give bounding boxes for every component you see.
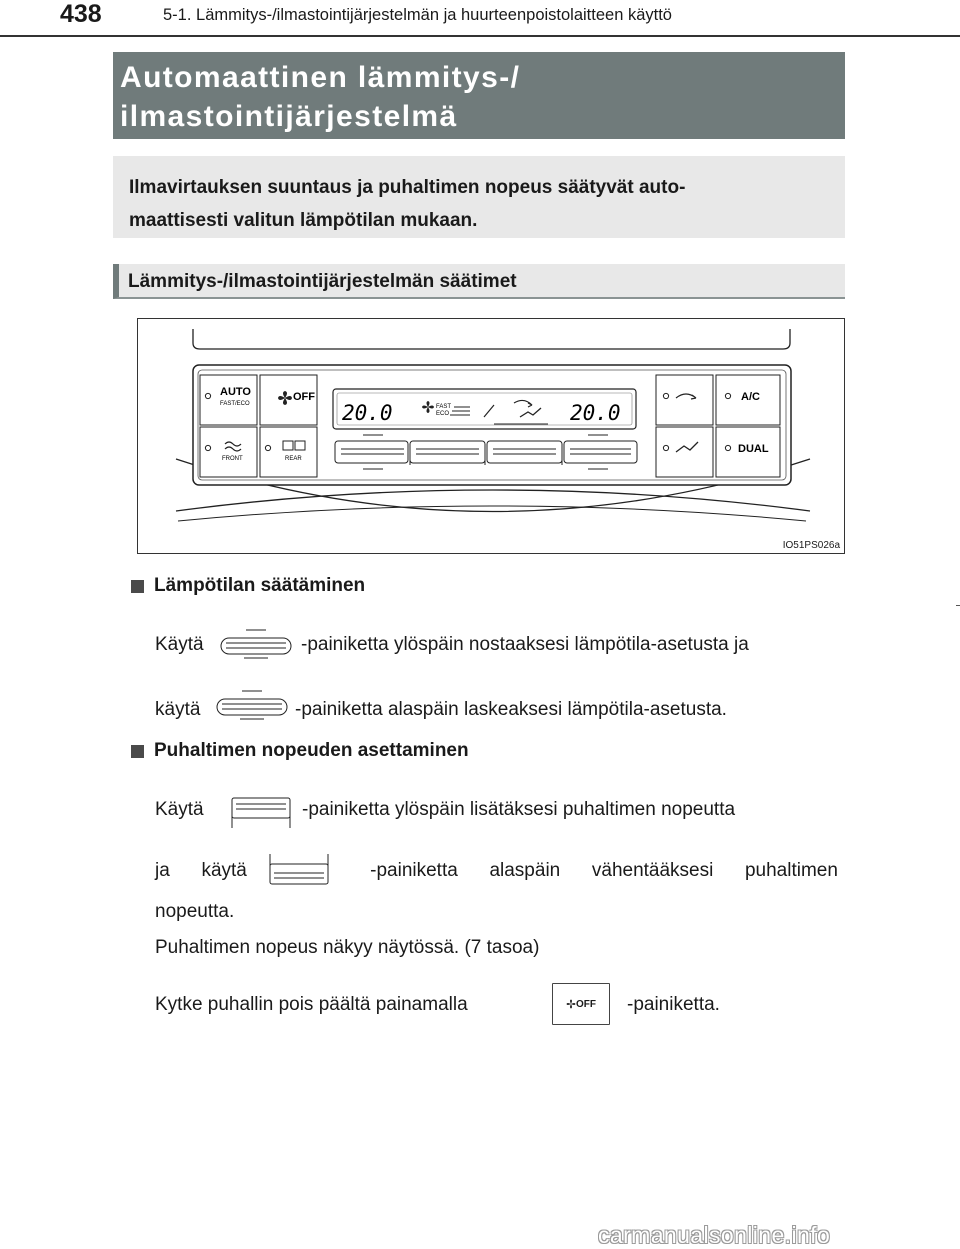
fan-off-button-icon: [552, 983, 610, 1025]
watermark: carmanualsonline.info: [598, 1222, 831, 1248]
fan-speed-heading-text: Puhaltimen nopeuden asettaminen: [154, 740, 469, 761]
bullet-square-icon: [131, 745, 144, 758]
fan-line-4: Puhaltimen nopeus näkyy näytössä. (7 tasoa): [155, 937, 540, 958]
intro-line-2: maattisesti valitun lämpötilan mukaan.: [129, 210, 478, 231]
fan-speed-heading: [131, 740, 469, 762]
temperature-line-2-start: käytä: [155, 699, 201, 720]
fan-line-2-word: käytä: [201, 860, 247, 881]
running-head: 5-1. Lämmitys-/ilmastointijärjestelmän ja huurteenpoistolaitteen käyttö: [163, 6, 672, 24]
temperature-line-1: [155, 634, 204, 656]
fan-line-3: nopeutta.: [155, 901, 235, 922]
temperature-heading-text: Lämpötilan säätäminen: [154, 575, 366, 596]
panel-ac-label: A/C: [741, 391, 760, 403]
fan-off-label: OFF: [576, 998, 596, 1010]
panel-temp-right: 20.0: [570, 401, 621, 425]
fan-line-2-word: -painiketta: [370, 860, 458, 881]
section-title-line-1: Automaattinen lämmitys-/: [120, 61, 521, 94]
panel-fan-off-label: OFF: [293, 391, 315, 403]
fan-line-2-word: puhaltimen: [744, 860, 838, 881]
fan-line-2-word: alaspäin: [489, 860, 561, 881]
page-number: 438: [60, 0, 102, 28]
fan-icon: [566, 999, 576, 1009]
panel-auto-sub-label: FAST/ECO: [220, 401, 250, 407]
temperature-down-switch-icon: [212, 689, 292, 723]
bullet-square-icon: [131, 580, 144, 593]
intro-box: [113, 156, 845, 238]
fan-line-5-start: Kytke puhallin pois päältä painamalla: [155, 994, 468, 1015]
fan-down-switch-icon: [268, 852, 332, 892]
control-panel-illustration: [138, 319, 845, 554]
header-rule: [0, 35, 960, 37]
temperature-heading: [131, 575, 365, 597]
fan-line-2-word: ja: [155, 860, 170, 881]
fan-line-2: [155, 860, 838, 882]
temperature-line-1-start: Käytä: [155, 634, 204, 655]
temperature-up-switch-icon: [216, 628, 296, 662]
panel-temp-left: 20.0: [342, 401, 393, 425]
panel-eco-label: ECO: [436, 411, 450, 417]
temperature-line-1-rest: -painiketta ylöspäin nostaaksesi lämpötila-asetusta ja: [301, 634, 749, 655]
section-title-line-2: ilmastointijärjestelmä: [120, 100, 458, 133]
section-title-box: [113, 52, 845, 139]
temperature-line-2-rest: -painiketta alaspäin laskeaksesi lämpötila-asetusta.: [295, 699, 727, 720]
controls-heading-text: Lämmitys-/ilmastointijärjestelmän säätimet: [128, 271, 517, 292]
fan-up-switch-icon: [230, 790, 294, 830]
panel-rear-label: REAR: [285, 456, 302, 462]
panel-auto-label: AUTO: [220, 386, 251, 398]
edge-tick: [956, 605, 960, 606]
panel-dual-label: DUAL: [738, 443, 769, 455]
fan-line-2-word: vähentääksesi: [591, 860, 714, 881]
figure-id: IO51PS026a: [782, 540, 840, 551]
fan-line-1-start: Käytä: [155, 799, 204, 820]
controls-heading: [113, 264, 845, 299]
panel-front-label: FRONT: [222, 456, 243, 462]
intro-line-1: Ilmavirtauksen suuntaus ja puhaltimen nopeus säätyvät auto-: [129, 177, 686, 198]
fan-line-5-rest: -painiketta.: [627, 994, 720, 1015]
control-panel-figure: [137, 318, 845, 554]
panel-fast-label: FAST: [436, 404, 452, 410]
fan-line-1-rest: -painiketta ylöspäin lisätäksesi puhaltimen nopeutta: [302, 799, 736, 820]
